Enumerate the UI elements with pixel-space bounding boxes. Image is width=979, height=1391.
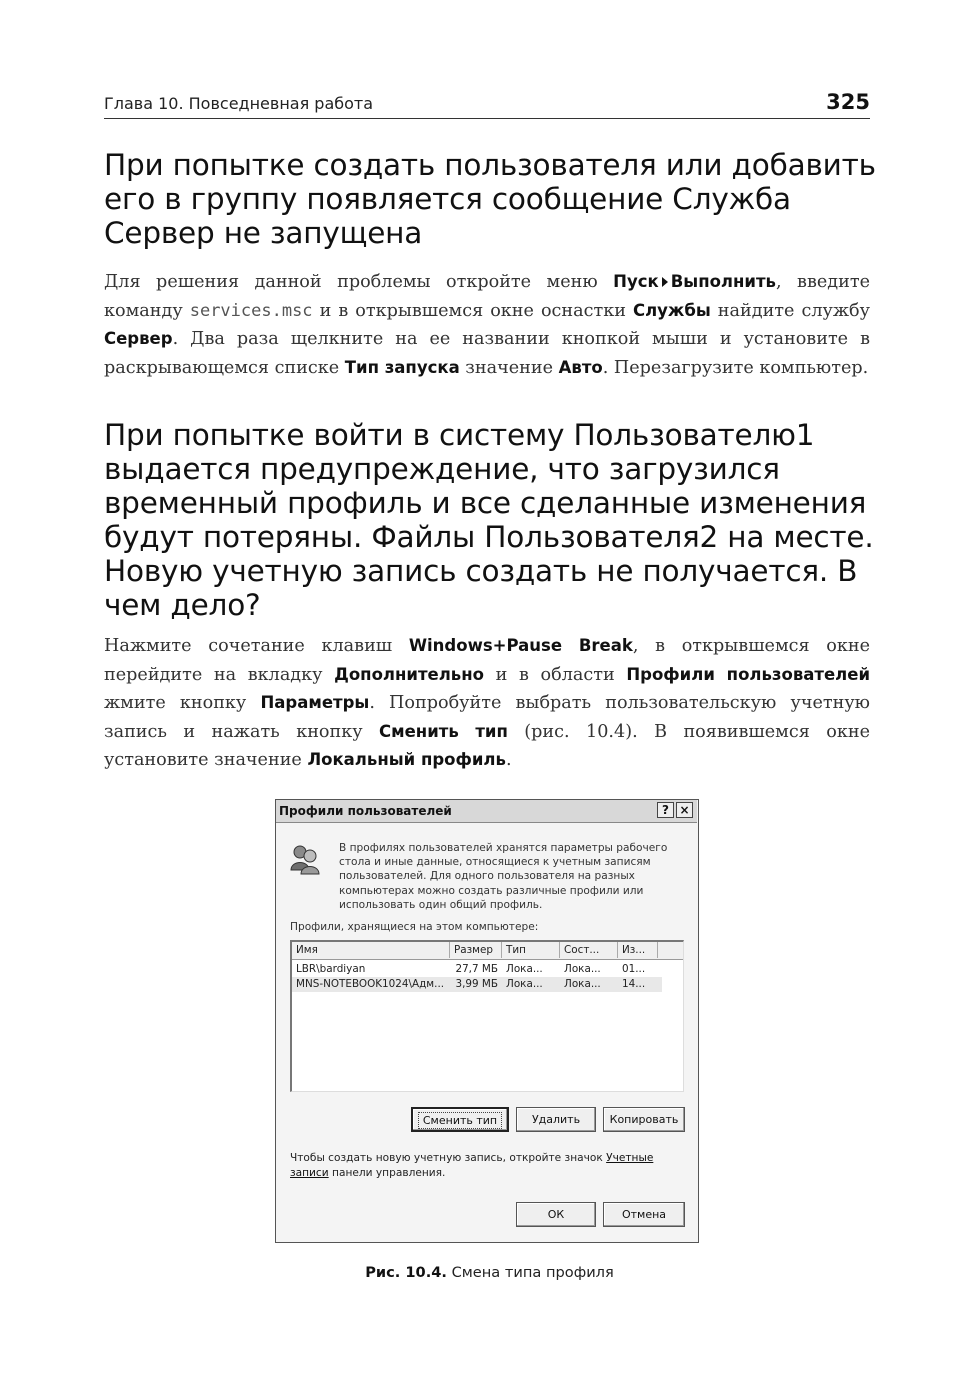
submenu-arrow-icon xyxy=(662,277,668,287)
menu-run-term: Выполнить xyxy=(670,272,776,291)
ok-button[interactable]: ОК xyxy=(516,1202,596,1227)
help-icon[interactable]: ? xyxy=(657,802,674,818)
local-profile-term: Локальный профиль xyxy=(307,750,506,769)
cell-modified: 14... xyxy=(622,978,646,990)
chapter-title: Глава 10. Повседневная работа xyxy=(104,94,374,113)
profiles-list-label: Профили, хранящиеся на этом компьютере: xyxy=(290,921,539,933)
command-code: services.msc xyxy=(189,300,313,321)
cell-type: Лока... xyxy=(506,963,543,975)
service-server-term: Сервер xyxy=(104,329,173,348)
cell-modified: 01... xyxy=(622,963,646,975)
cell-size: 27,7 МБ xyxy=(455,963,498,975)
users-icon xyxy=(288,842,322,876)
change-type-button[interactable] xyxy=(411,1107,509,1132)
table-row-selected[interactable] xyxy=(292,977,662,992)
cell-name: MNS-NOTEBOOK1024\Адм... xyxy=(296,978,445,990)
cell-name: LBR\bardiyan xyxy=(296,963,366,975)
cancel-button[interactable]: Отмена xyxy=(603,1202,685,1227)
column-header-status[interactable]: Сост... xyxy=(560,942,618,958)
figure-caption xyxy=(0,1264,979,1281)
figure-number: Рис. 10.4. xyxy=(365,1264,447,1281)
page-number: 325 xyxy=(826,90,870,114)
user-profiles-dialog xyxy=(275,799,699,1243)
tab-advanced-term: Дополнительно xyxy=(334,664,484,684)
change-type-term: Сменить тип xyxy=(379,721,508,741)
dialog-title: Профили пользователей xyxy=(279,804,452,818)
hotkey-term: Windows+Pause Break xyxy=(408,636,633,655)
section-heading-server-service: При попытке создать пользователя или добавить его в группу появляется сообщение Служба Сервер не запущена xyxy=(104,148,876,250)
section-heading-temp-profile: При попытке войти в систему Пользователю1 выдается предупреждение, что загрузился временный профиль и все сделанные изменения будут потеряны. Файлы Пользователя2 на месте. Новую учетную запись создать не получается. В чем дело? xyxy=(104,418,874,622)
running-head xyxy=(104,92,870,119)
column-header-size[interactable]: Размер xyxy=(450,942,502,958)
table-row[interactable] xyxy=(292,962,684,977)
column-header-name[interactable]: Имя xyxy=(292,942,450,958)
copy-button[interactable]: Копировать xyxy=(603,1107,685,1132)
column-header-modified[interactable]: Из... xyxy=(618,942,658,958)
close-icon[interactable]: × xyxy=(676,802,693,818)
section-paragraph-temp-profile: Нажмите сочетание клавиш Windows+Pause Break, в открывшемся окне перейдите на вкладку Дополнительно и в области Профили пользователей жмите кнопку Параметры. Попробуйте выбрать пользовательскую учетную запись и нажать кнопку Сменить тип (рис. 10.4). В появившемся окне установите значение Локальный профиль. xyxy=(104,636,871,770)
profiles-list[interactable] xyxy=(290,940,684,1092)
change-type-label: Сменить тип xyxy=(418,1112,502,1129)
create-account-hint: Чтобы создать новую учетную запись, откройте значок Учетные записи панели управления. xyxy=(290,1152,654,1179)
column-header-type[interactable]: Тип xyxy=(502,942,560,958)
settings-button-term: Параметры xyxy=(260,693,370,712)
delete-button[interactable]: Удалить xyxy=(516,1107,596,1132)
dialog-titlebar xyxy=(276,800,697,823)
auto-value-term: Авто xyxy=(558,357,603,377)
section-paragraph-server-service: Для решения данной проблемы откройте меню Пуск Выполнить, введите команду services.msc и в открывшемся окне оснастки Службы найдите службу Сервер. Два раза щелкните на ее названии кнопкой мыши и установите в раскрывающемся списке Тип запуска значение Авто. Перезагрузите компьютер. xyxy=(104,272,870,378)
dialog-intro-text: В профилях пользователей хранятся параметры рабочего стола и иные данные, относящиеся к учетным записям пользователей. Для одного пользователя на разных компьютерах можно создать различные профили или использовать один общий профиль. xyxy=(339,842,668,911)
user-profiles-term: Профили пользователей xyxy=(626,664,871,684)
cell-type: Лока... xyxy=(506,978,543,990)
cell-status: Лока... xyxy=(564,963,601,975)
startup-type-term: Тип запуска xyxy=(344,357,460,377)
figure-caption-text: Смена типа профиля xyxy=(446,1264,614,1281)
cell-status: Лока... xyxy=(564,978,601,990)
menu-start-term: Пуск xyxy=(613,272,659,291)
snapin-services-term: Службы xyxy=(632,300,711,320)
cell-size: 3,99 МБ xyxy=(455,978,498,990)
user-accounts-link[interactable]: Учетные записи xyxy=(290,1152,654,1179)
profiles-list-header xyxy=(292,942,684,960)
